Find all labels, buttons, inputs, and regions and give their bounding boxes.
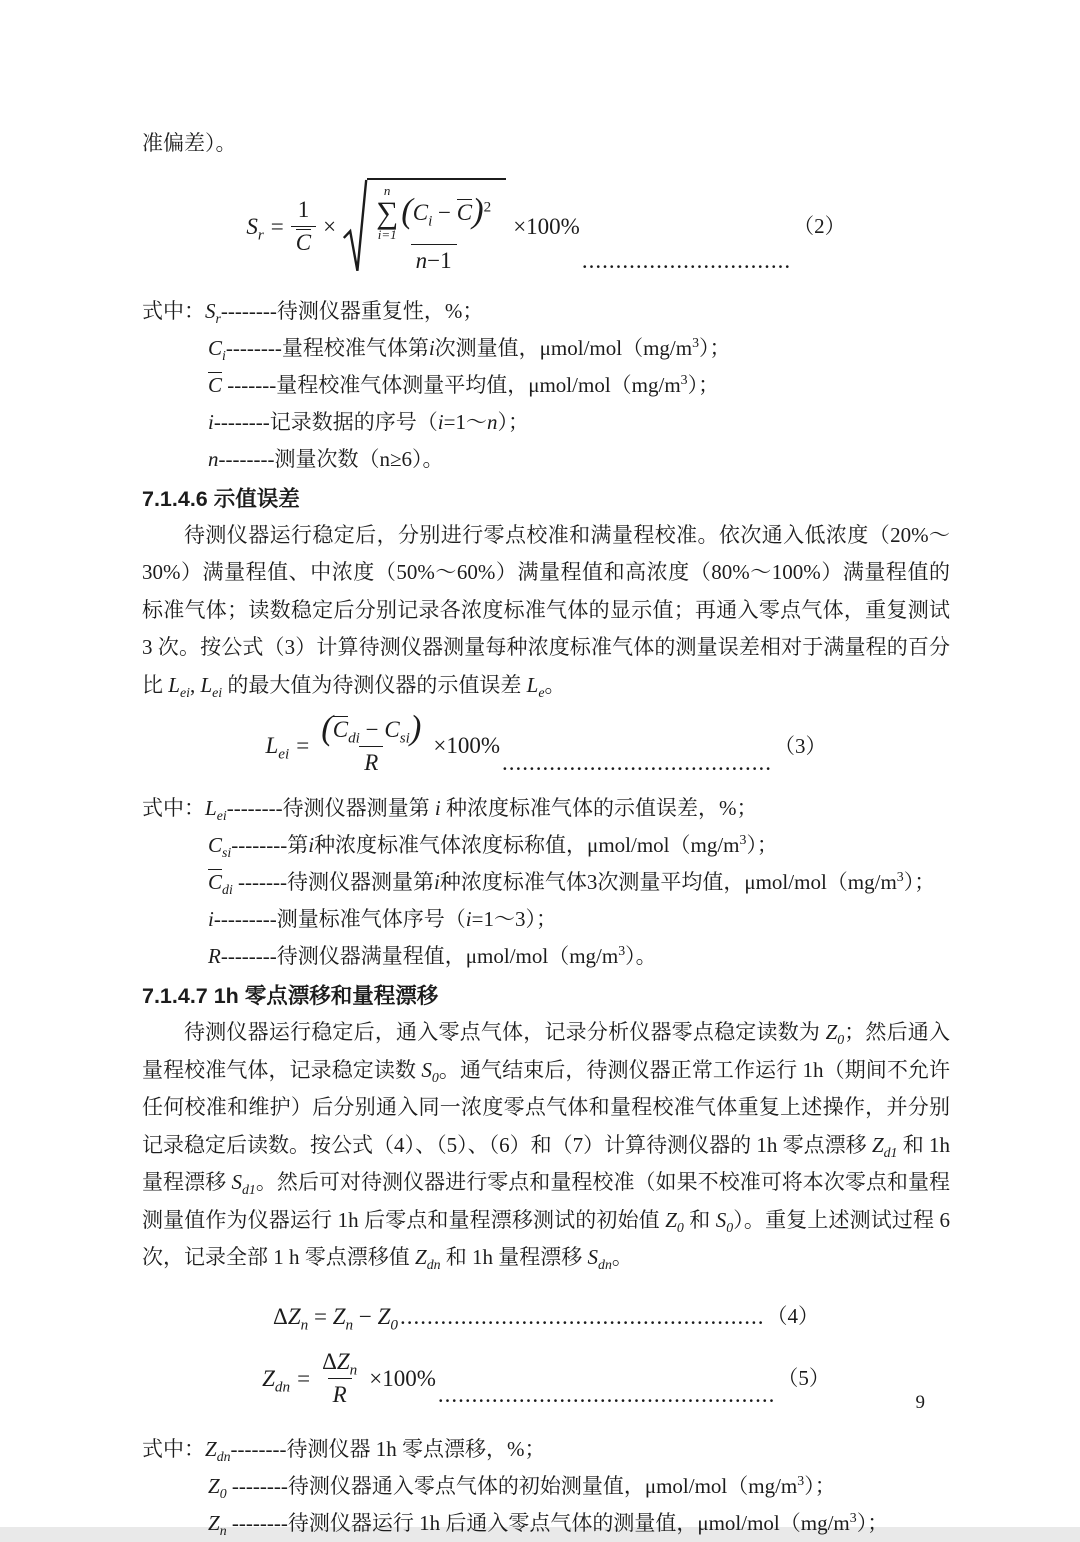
definition-row: i---------测量标准气体序号（i=1～3）； xyxy=(208,907,557,932)
times-100-percent: ×100% xyxy=(433,733,500,759)
formula-5-math xyxy=(262,1348,436,1408)
formula-4 xyxy=(142,1303,950,1334)
definition-row: C -------量程校准气体测量平均值，μmol/$mol(mg/m^3)$； xyxy=(208,371,720,397)
dot-leader: ........................................ xyxy=(501,749,772,775)
formula-2-math xyxy=(246,178,579,275)
continuation-text: 准偏差）。 xyxy=(142,131,237,155)
times-100-percent: ×100% xyxy=(513,213,580,239)
dot-leader: ............................... xyxy=(581,248,792,274)
times-100-percent: ×100% xyxy=(369,1365,436,1391)
section-heading-7147: 7.1.4.7 1h 零点漂移和量程漂移 xyxy=(142,984,439,1009)
definition-row: $Z_0$ --------待测仪器通入零点气体的初始测量值，μmol/$mol(mg/m^3)$； xyxy=(208,1472,836,1501)
formula-3-math xyxy=(265,709,500,776)
fraction-cdi-minus-csi-over-r: $\frac{(C_{di} - C_{si})}{R}$ xyxy=(321,709,422,775)
definition-row: $Z_n$ --------待测仪器运行 1h 后通入零点气体的测量值，μmol/$mol(mg/m^3)$； xyxy=(208,1509,889,1538)
formula-4-expression: $\Delta Z_n = Z_n - Z_0$ xyxy=(273,1303,398,1334)
definition-list-5 xyxy=(142,1431,950,1542)
dot-leader: ...................................................... xyxy=(399,1303,765,1329)
formula-3-number: （3） xyxy=(773,733,827,758)
radical-sign-icon xyxy=(343,178,367,275)
equals-sign: = xyxy=(296,733,310,759)
formula-3-lhs: $L_{ei}$ xyxy=(265,733,290,764)
equals-sign: = xyxy=(270,213,284,239)
definition-row: i--------记录数据的序号（i=1～n）； xyxy=(208,409,529,434)
definition-list-2 xyxy=(142,293,950,478)
definition-row: R--------待测仪器满量程值，μmol/$mol(mg/m^3)$。 xyxy=(208,943,657,969)
square-root xyxy=(343,178,506,275)
fraction-deltaz-over-r: $\frac{\Delta Z_n}{R}$ xyxy=(322,1349,358,1407)
definition-row: $C_{si}--------$第i种浓度标准气体浓度标称值，μmol/$mol(mg/m^3)$； xyxy=(208,832,778,861)
definition-row: n--------测量次数（n≥6）。 xyxy=(208,446,444,471)
definition-row: 式中：$S_r--------$待测仪器重复性，%； xyxy=(142,298,484,326)
formula-5 xyxy=(142,1348,950,1408)
sum-argument: $(C_i - C)^2$ xyxy=(401,192,492,231)
definition-row: 式中：$L_{ei}--------$待测仪器测量第 i 种浓度标准气体的示值误差，%； xyxy=(142,796,758,824)
times-sign: × xyxy=(323,213,337,239)
formula-4-math xyxy=(273,1303,398,1334)
formula-4-number: （4） xyxy=(766,1304,819,1329)
formula-2 xyxy=(142,178,950,275)
summation: n ∑ i=1 xyxy=(376,183,399,242)
page-number: 9 xyxy=(915,1392,925,1413)
formula-2-lhs: $S_r$ xyxy=(246,213,264,244)
definition-row: 式中：$Z_{dn}--------$待测仪器 1h 零点漂移，%； xyxy=(142,1436,546,1464)
equals-sign: = xyxy=(297,1365,311,1391)
paragraph-indication-error: 待测仪器运行稳定后，分别进行零点校准和满量程校准。依次通入低浓度（20%～30%）满量程值、中浓度（50%～60%）满量程值和高浓度（80%～100%）满量程值的标准气体；读数稳定后分别记录各浓度标准气体的显示值；再通入零点气体，重复测试 3 次。按公式（3）计算待测仪器测量每种浓度标准气体的测量误差相对于满量程的百分比 $L_{ei}$, $L_{ei}$ 的最大值为待测仪器的示值误差 $L_e$。 xyxy=(142,522,950,700)
definition-row: $C_i--------$量程校准气体第i次测量值，μmol/$mol(mg/m^3)$； xyxy=(208,334,731,363)
formula-5-lhs: $Z_{dn}$ xyxy=(262,1365,291,1396)
definition-list-3 xyxy=(142,790,950,975)
definition-row: $C_{di}$ -------待测仪器测量第i种浓度标准气体3次测量平均值，μmol/$mol(mg/m^3)$； xyxy=(208,869,936,898)
sigma-icon: ∑ xyxy=(376,195,399,231)
formula-3 xyxy=(142,709,950,776)
formula-2-number: （2） xyxy=(793,213,846,238)
section-heading-7146: 7.1.4.6 示值误差 xyxy=(142,486,300,511)
fraction-one-over-cbar: $\frac{1}{C}$ xyxy=(291,196,316,256)
dot-leader: .................................................. xyxy=(437,1382,776,1407)
radicand: n ∑ i=1 $(C_i - C)^2$ n−1 xyxy=(367,178,506,275)
formula-5-number: （5） xyxy=(777,1365,830,1390)
paragraph-drift-test: 待测仪器运行稳定后，通入零点气体，记录分析仪器零点稳定读数为 $Z_0$；然后通入量程校准气体，记录稳定读数 $S_0$。通气结束后，待测仪器正常工作运行 1h（期间不允许任何校准和维护）后分别通入同一浓度零点气体和量程校准气体重复上述操作，并分别记录稳定后读数。按公式（4）、（5）、（6）和（7）计算待测仪器的 1h 零点漂移 $Z_{d1}$ 和 1h 量程漂移 $S_{d1}$。然后可对待测仪器进行零点和量程校准（如果不校准可将本次零点和量程测量值作为仪器运行 1h 后零点和量程漂移测试的初始值 $Z_0$ 和 $S_0$）。重复上述测试过程 6 次，记录全部 1 h 零点漂移值 $Z_{dn}$ 和 1h 量程漂移 $S_{dn}$。 xyxy=(142,1020,951,1273)
